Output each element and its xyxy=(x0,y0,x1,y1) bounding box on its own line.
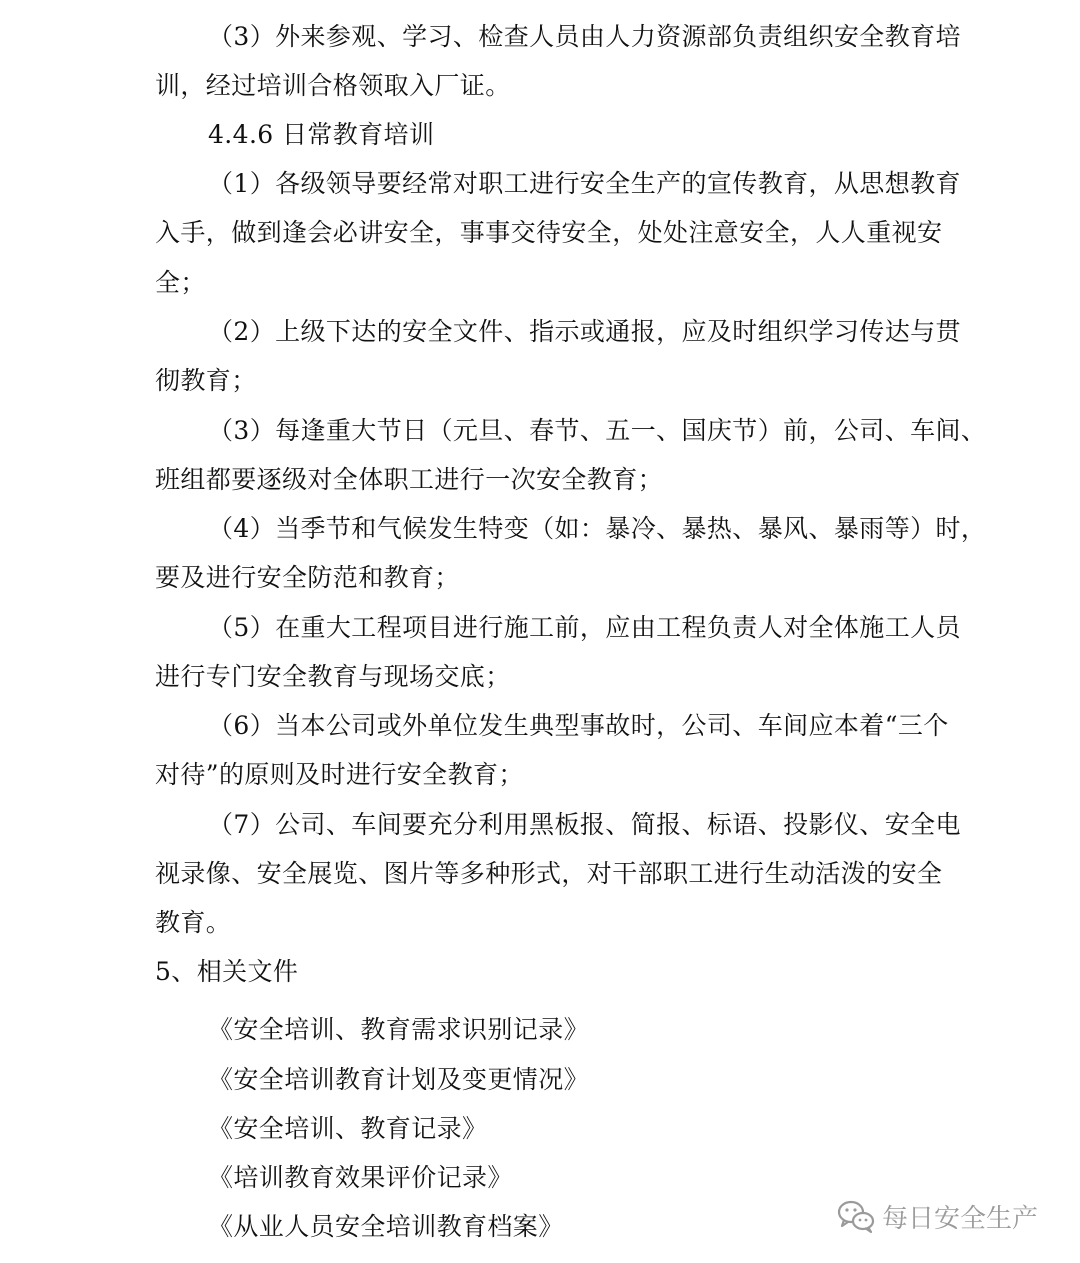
text-line: 训，经过培训合格领取入厂证。 xyxy=(155,71,511,100)
related-file-title: 《安全培训、教育记录》 xyxy=(208,1114,488,1143)
text-line: 彻教育； xyxy=(155,366,257,395)
text-line: （7）公司、车间要充分利用黑板报、简报、标语、投影仪、安全电 xyxy=(208,810,961,839)
text-line: （5）在重大工程项目进行施工前，应由工程负责人对全体施工人员 xyxy=(208,613,961,642)
related-file-title: 《培训教育效果评价记录》 xyxy=(208,1163,513,1192)
text-line: 教育。 xyxy=(155,908,232,937)
related-file-title: 《从业人员安全培训教育档案》 xyxy=(208,1212,564,1241)
text-line: 进行专门安全教育与现场交底； xyxy=(155,662,511,691)
text-line: 全； xyxy=(155,268,206,297)
text-line: （6）当本公司或外单位发生典型事故时，公司、车间应本着“三个 xyxy=(208,711,949,740)
related-file-title: 《安全培训、教育需求识别记录》 xyxy=(208,1015,590,1044)
section-heading: 5、相关文件 xyxy=(155,957,299,986)
text-line: （3）外来参观、学习、检查人员由人力资源部负责组织安全教育培 xyxy=(208,22,961,51)
text-line: （4）当季节和气候发生特变（如：暴冷、暴热、暴风、暴雨等）时， xyxy=(208,514,987,543)
section-heading: 4.4.6 日常教育培训 xyxy=(208,120,435,149)
text-line: 对待”的原则及时进行安全教育； xyxy=(155,760,524,789)
text-line: 视录像、安全展览、图片等多种形式，对干部职工进行生动活泼的安全 xyxy=(155,859,943,888)
text-line: 要及进行安全防范和教育； xyxy=(155,563,460,592)
text-line: 入手，做到逢会必讲安全，事事交待安全，处处注意安全，人人重视安 xyxy=(155,218,943,247)
wechat-icon xyxy=(836,1198,876,1234)
text-line: （2）上级下达的安全文件、指示或通报，应及时组织学习传达与贯 xyxy=(208,317,961,346)
text-line: 班组都要逐级对全体职工进行一次安全教育； xyxy=(155,465,664,494)
related-file-title: 《安全培训教育计划及变更情况》 xyxy=(208,1065,590,1094)
text-line: （1）各级领导要经常对职工进行安全生产的宣传教育，从思想教育 xyxy=(208,169,961,198)
watermark-text: 每日安全生产 xyxy=(882,1203,1039,1234)
watermark xyxy=(836,1196,1038,1236)
text-line: （3）每逢重大节日（元旦、春节、五一、国庆节）前，公司、车间、 xyxy=(208,416,987,445)
